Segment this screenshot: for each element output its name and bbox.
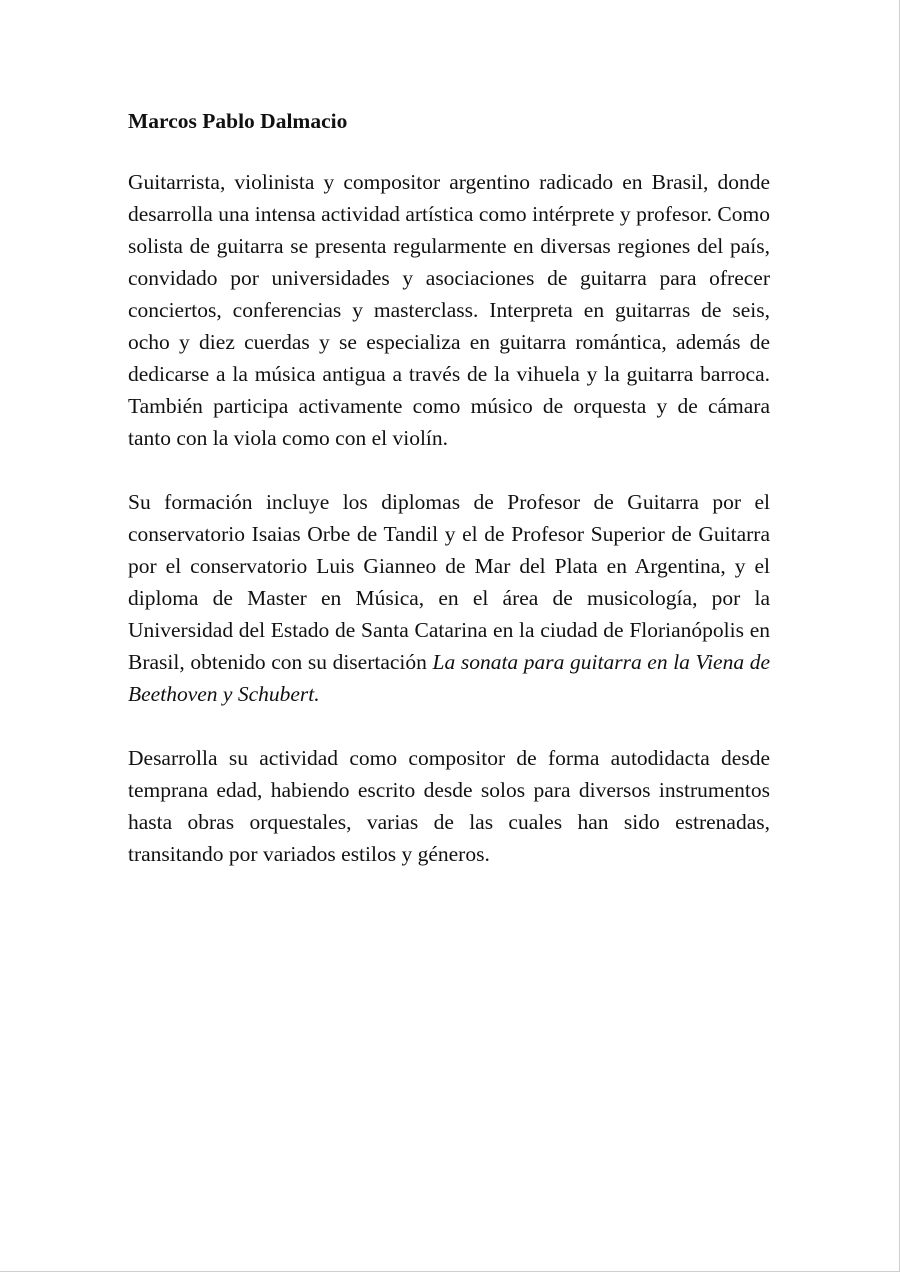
paragraph-education-text: Su formación incluye los diplomas de Profesor de Guitarra por el conservatorio Isaias Orbe de Tandil y el de Profesor Superior de Guitarra por el conservatorio Luis Gianneo de Mar del Plata en Argentina, y el diploma de Master en Música, en el área de musicología, por la Universidad del Estado de Santa Catarina en la ciudad de Florianópolis en Brasil, obtenido con su disertación: [128, 490, 770, 674]
document-title: Marcos Pablo Dalmacio: [128, 109, 348, 133]
document-body: [128, 105, 770, 870]
dissertation-title: La sonata para guitarra en la Viena de Beethoven y Schubert.: [128, 650, 770, 706]
paragraph-education: [128, 486, 770, 710]
paragraph-biography: Guitarrista, violinista y compositor argentino radicado en Brasil, donde desarrolla una intensa actividad artística como intérprete y profesor. Como solista de guitarra se presenta regularmente en diversas regiones del país, convidado por universidades y asociaciones de guitarra para ofrecer conciertos, conferencias y masterclass. Interpreta en guitarras de seis, ocho y diez cuerdas y se especializa en guitarra romántica, además de dedicarse a la música antigua a través de la vihuela y la guitarra barroca. También participa activamente como músico de orquesta y de cámara tanto con la viola como con el violín.: [128, 170, 770, 450]
paragraph-composition: Desarrolla su actividad como compositor de forma autodidacta desde temprana edad, habiendo escrito desde solos para diversos instrumentos hasta obras orquestales, varias de las cuales han sido estrenadas, transitando por variados estilos y géneros.: [128, 746, 770, 866]
